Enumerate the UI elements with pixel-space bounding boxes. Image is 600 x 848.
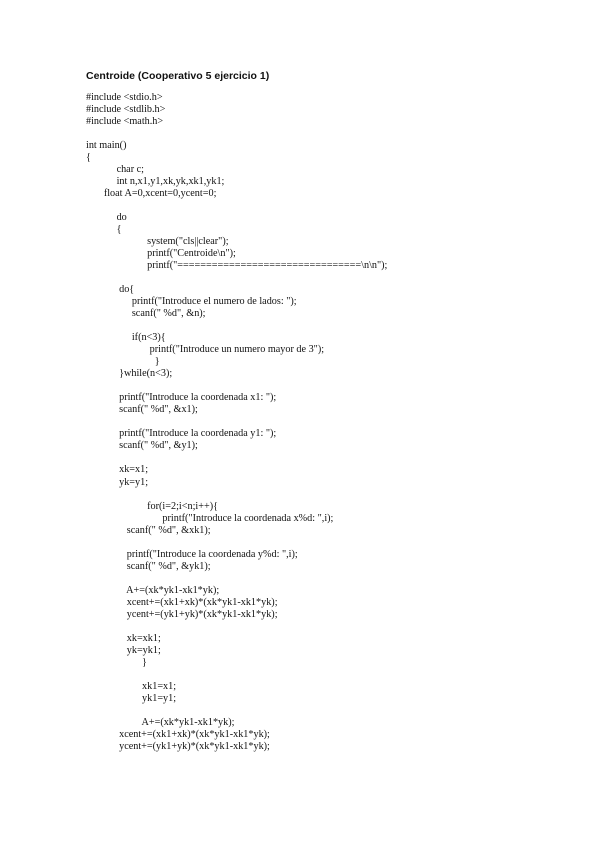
code-line (86, 489, 387, 501)
code-line: ycent+=(yk1+yk)*(xk*yk1-xk1*yk); (86, 608, 278, 620)
code-line: #include <stdio.h> (86, 92, 163, 103)
code-line: printf("Introduce la coordenada y%d: ",i); (86, 548, 298, 560)
code-line: scanf(" %d", &n); (86, 308, 206, 320)
code-line (86, 705, 387, 717)
code-line (86, 537, 387, 549)
code-line: int main() (86, 140, 127, 152)
code-line: printf("Introduce el numero de lados: "); (86, 296, 297, 308)
code-line (86, 128, 387, 140)
code-line: #include <math.h> (86, 116, 164, 128)
code-line: scanf(" %d", &y1); (86, 440, 198, 452)
code-line: printf("Introduce la coordenada y1: "); (86, 428, 277, 440)
code-line (86, 452, 387, 464)
document-title: Centroide (Cooperativo 5 ejercicio 1) (86, 70, 270, 82)
code-line: system("cls||clear"); (86, 236, 229, 248)
code-line: char c; (86, 164, 144, 176)
code-line: } (86, 656, 147, 668)
code-line: A+=(xk*yk1-xk1*yk); (86, 716, 235, 728)
code-line: if(n<3){ (86, 332, 166, 344)
code-line: } (86, 356, 160, 368)
code-line: float A=0,xcent=0,ycent=0; (86, 188, 217, 200)
code-line: scanf(" %d", &xk1); (86, 524, 211, 536)
code-line: do{ (86, 284, 135, 296)
code-line: printf("================================\n\n"); (86, 260, 388, 272)
code-line: yk=y1; (86, 476, 149, 488)
code-line: printf("Introduce un numero mayor de 3"); (86, 344, 325, 356)
code-line: xk1=x1; (86, 680, 177, 692)
code-line: xcent+=(xk1+xk)*(xk*yk1-xk1*yk); (86, 596, 278, 608)
code-line: printf("Introduce la coordenada x%d: ",i); (86, 512, 334, 524)
code-line (86, 621, 387, 633)
code-line: A+=(xk*yk1-xk1*yk); (86, 584, 220, 596)
code-line (86, 272, 387, 284)
code-line: scanf(" %d", &x1); (86, 404, 198, 416)
code-line (86, 573, 387, 585)
code-line: { (86, 152, 91, 164)
code-line: do (86, 212, 127, 224)
code-line (86, 416, 387, 428)
code-line: xk=xk1; (86, 632, 161, 644)
code-line: xk=x1; (86, 464, 149, 476)
code-line: for(i=2;i<n;i++){ (86, 500, 218, 512)
code-line: #include <stdlib.h> (86, 104, 166, 116)
code-line (86, 320, 387, 332)
code-line (86, 669, 387, 681)
code-line: }while(n<3); (86, 368, 173, 380)
code-line: yk1=y1; (86, 692, 177, 704)
code-line: printf("Centroide\n"); (86, 248, 236, 260)
code-line: { (86, 224, 122, 236)
code-line (86, 200, 387, 212)
code-line: scanf(" %d", &yk1); (86, 560, 211, 572)
code-line: yk=yk1; (86, 644, 161, 656)
code-line: ycent+=(yk1+yk)*(xk*yk1-xk1*yk); (86, 740, 270, 752)
code-line: printf("Introduce la coordenada x1: "); (86, 392, 277, 404)
code-block (86, 92, 387, 753)
code-line: xcent+=(xk1+xk)*(xk*yk1-xk1*yk); (86, 728, 270, 740)
code-line (86, 380, 387, 392)
code-line: int n,x1,y1,xk,yk,xk1,yk1; (86, 176, 225, 188)
